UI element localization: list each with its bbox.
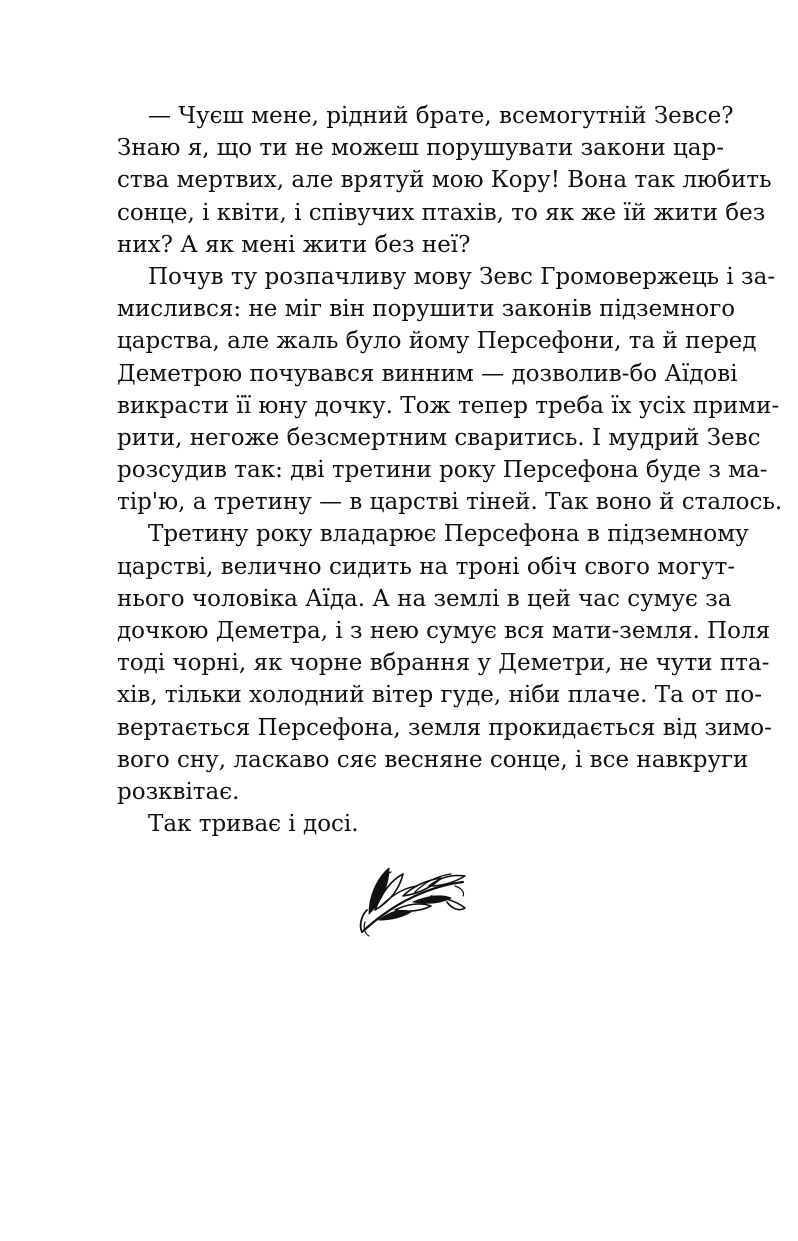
text-line: тір'ю, а третину — в царстві тіней. Так воно й сталось. bbox=[117, 489, 783, 516]
text-line: Третину року владарює Персефона в підземному bbox=[148, 521, 749, 548]
text-line: вертається Персефона, земля прокидається від зимо- bbox=[117, 714, 772, 741]
text-line: Деметрою почувався винним — дозволив-бо Аїдові bbox=[117, 360, 738, 387]
text-line: мислився: не міг він порушити законів підземного bbox=[117, 296, 736, 323]
text-line: Знаю я, що ти не можеш порушувати закони цар- bbox=[117, 135, 725, 162]
text-line: викрасти її юну дочку. Тож тепер треба їх усіх прими- bbox=[117, 392, 780, 419]
text-line: сонце, і квіти, і співучих птахів, то як же їй жити без bbox=[117, 199, 766, 226]
text-line: — Чуєш мене, рідний брате, всемогутній Зевсе? bbox=[148, 103, 734, 129]
text-line: хів, тільки холодний вітер гуде, ніби плаче. Та от по- bbox=[117, 682, 762, 709]
text-line: Почув ту розпачливу мову Зевс Громовержець і за- bbox=[148, 263, 776, 290]
text-line: царства, але жаль було йому Персефони, та й перед bbox=[117, 328, 757, 355]
text-line: ства мертвих, але врятуй мою Кору! Вона так любить bbox=[117, 167, 772, 194]
text-line: розквітає. bbox=[117, 778, 240, 805]
text-line: вого сну, ласкаво сяє весняне сонце, і все навкруги bbox=[117, 746, 749, 773]
text-line: нього чоловіка Аїда. А на землі в цей час сумує за bbox=[117, 585, 732, 612]
text-line: розсудив так: дві третини року Персефона буде з ма- bbox=[117, 457, 768, 484]
text-line: тоді чорні, як чорне вбрання у Деметри, не чути пта- bbox=[117, 650, 770, 677]
body-text bbox=[117, 100, 783, 840]
text-line: них? А як мені жити без неї? bbox=[117, 231, 471, 258]
text-line: рити, негоже безсмертним сваритись. І мудрий Зевс bbox=[117, 424, 761, 451]
text-line: Так триває і досі. bbox=[148, 811, 359, 838]
text-line: царстві, велично сидить на троні обіч свого могут- bbox=[117, 553, 736, 580]
text-line: дочкою Деметра, і з нею сумує вся мати-земля. Поля bbox=[117, 618, 771, 644]
laurel-branch-icon bbox=[355, 856, 470, 938]
